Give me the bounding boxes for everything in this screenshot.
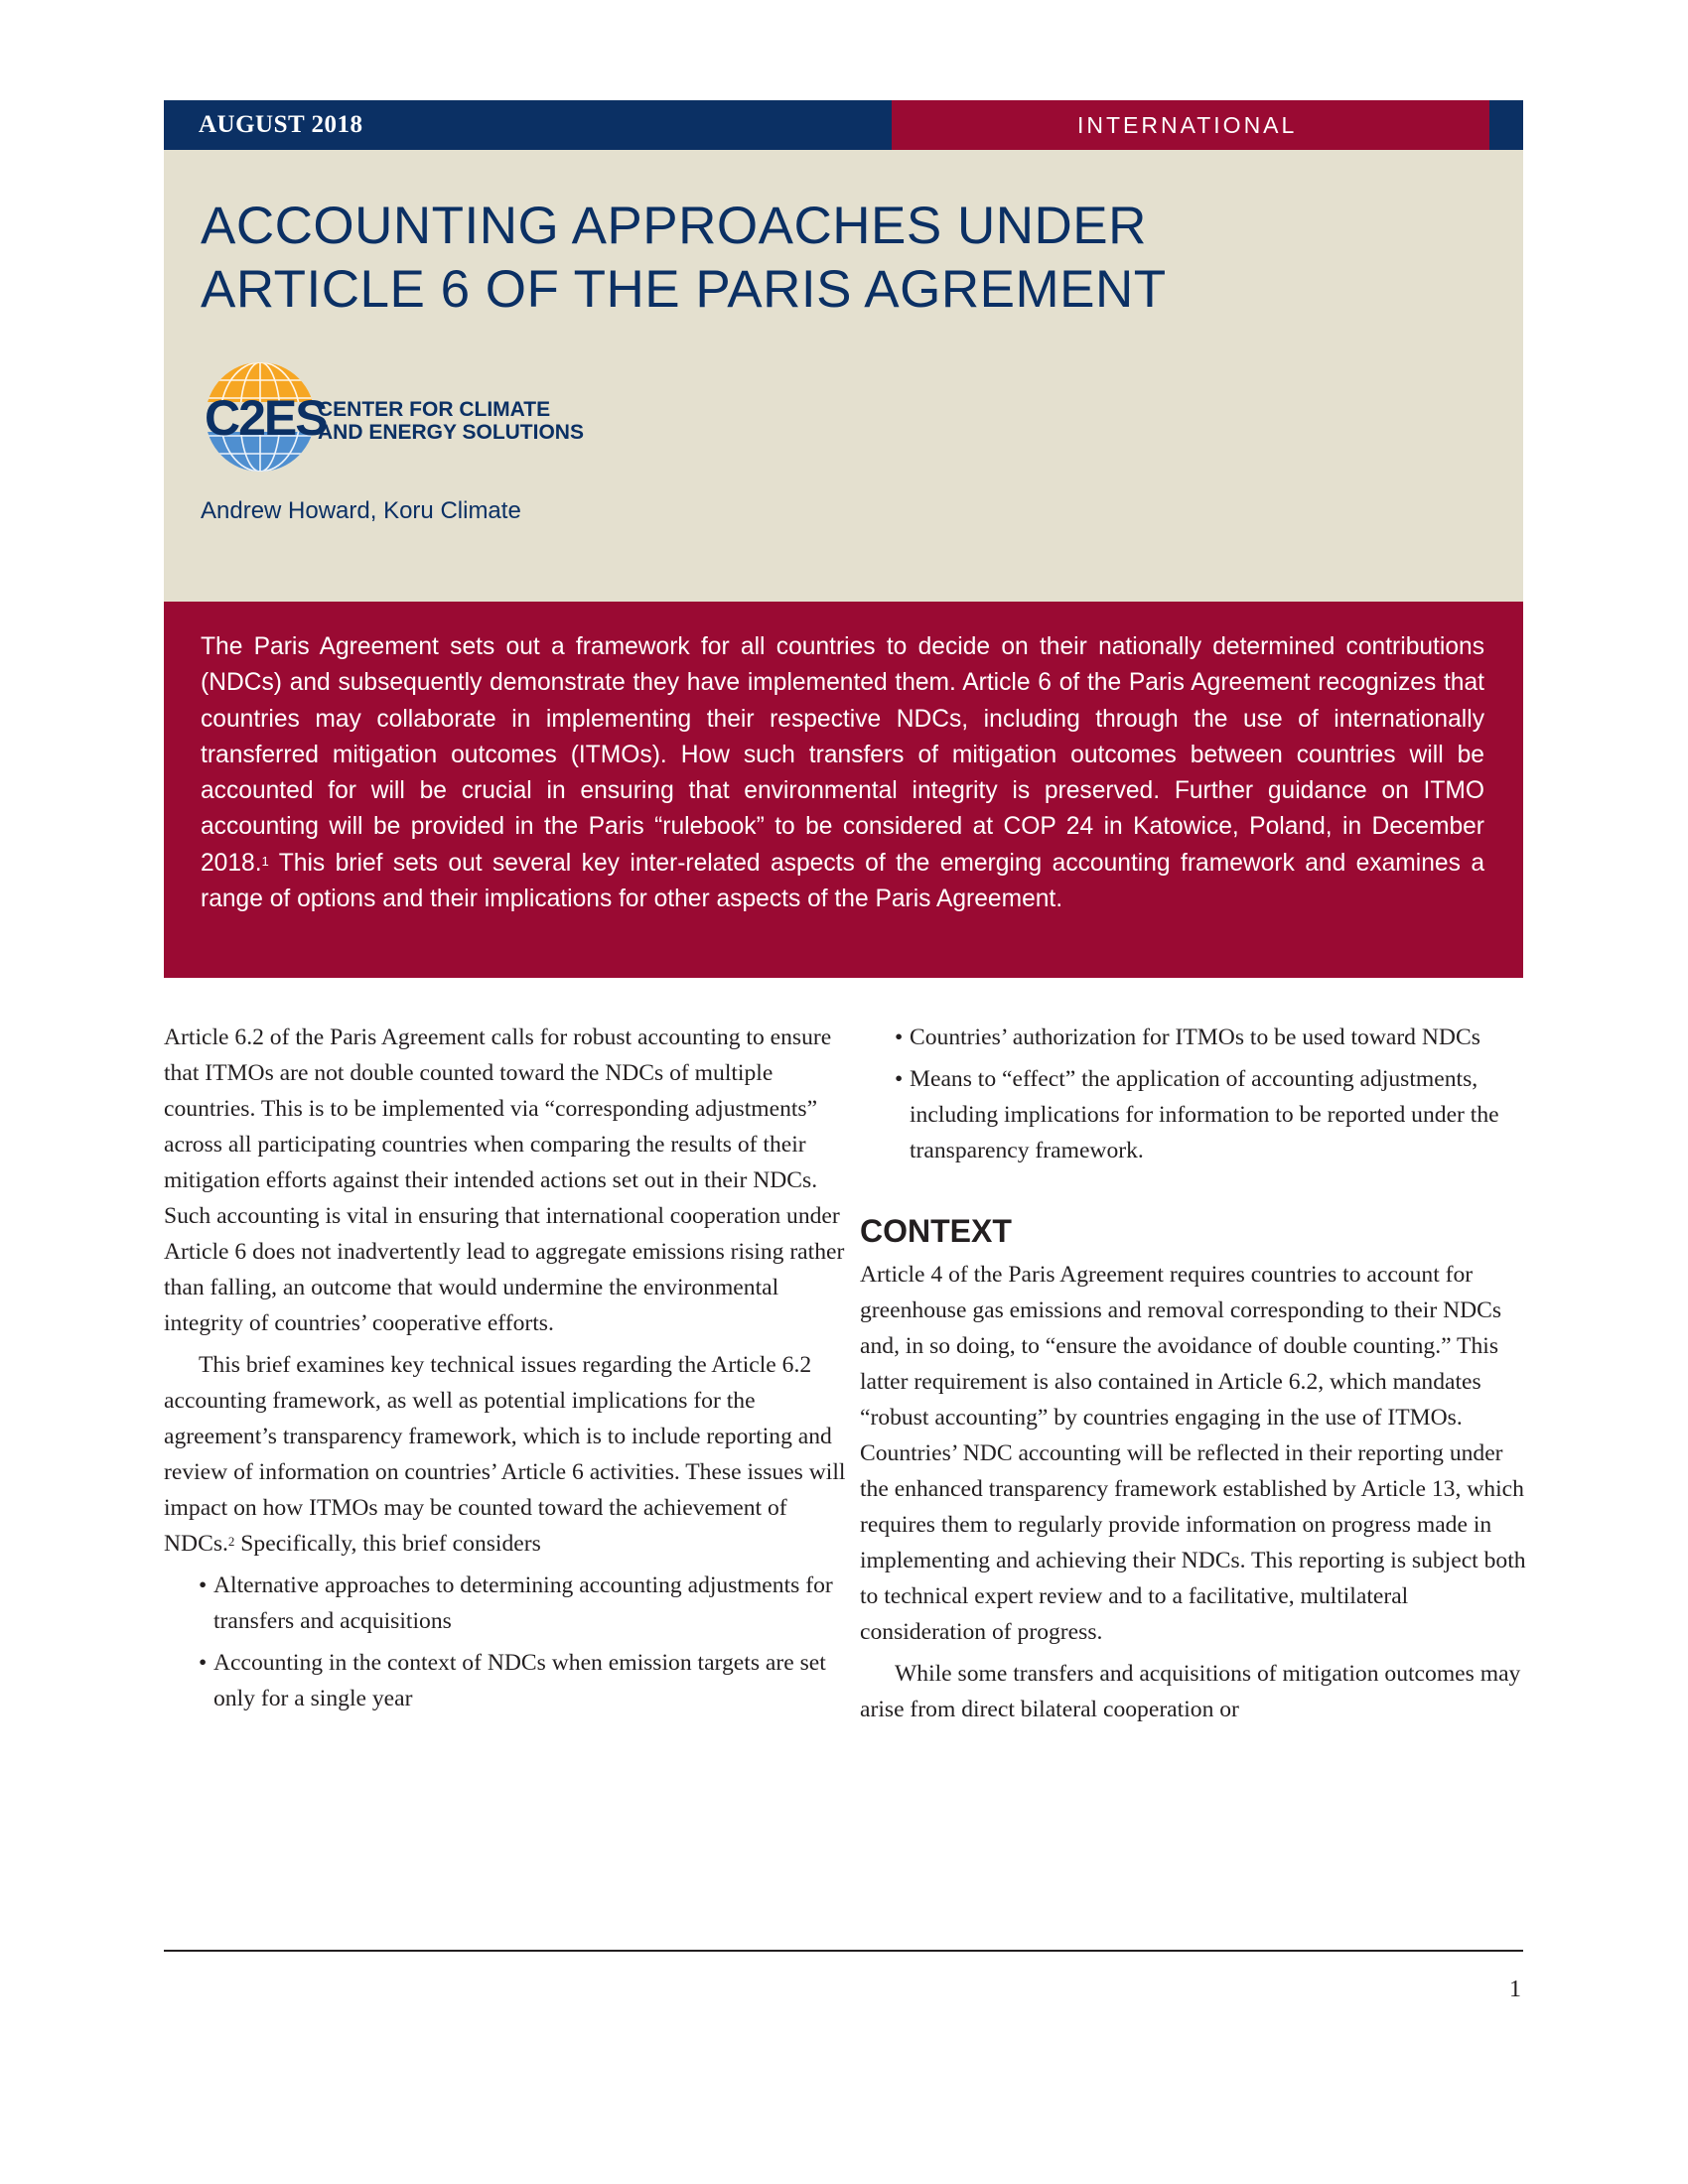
document-title [201,195,1392,322]
list-item: • Means to “effect” the application of accounting adjustments, including implications for information to be reported under the transparency framework. [860,1061,1535,1168]
footnote-ref-1[interactable]: 1 [261,853,269,869]
left-paragraph-2-body: This brief examines key technical issues regarding the Article 6.2 accounting framework, as well as potential implications for the agreement’s transparency framework, which is to include reporting and review of information on countries’ Article 6 activities. These issues will impact on how ITMOs may be counted toward the achievement of NDCs. [164,1352,846,1557]
top-bar [164,100,1523,150]
abstract-panel [164,602,1523,978]
abstract-body-continued: This brief sets out several key inter-related aspects of the emerging accounting framework and examines a range of options and their implications for other aspects of the Paris Agreement. [201,849,1484,913]
category-label: INTERNATIONAL [892,100,1489,150]
footer-rule [164,1950,1523,1952]
author-line: Andrew Howard, Koru Climate [201,497,521,524]
left-bullet-list [164,1568,859,1716]
publication-date: AUGUST 2018 [164,100,892,150]
abstract-text [201,629,1484,917]
left-paragraph-2-end: Specifically, this brief considers [234,1531,541,1557]
c2es-logo [201,360,628,475]
right-bullet-list [860,1020,1535,1168]
right-paragraph-2: While some transfers and acquisitions of mitigation outcomes may arise from direct bilateral cooperation or [860,1661,1521,1722]
top-bar-end-block [1489,100,1523,150]
left-paragraph-2 [164,1347,859,1562]
list-item: • Accounting in the context of NDCs when emission targets are set only for a single year [164,1645,859,1716]
page-number: 1 [1509,1977,1521,2002]
right-paragraph-1: Article 4 of the Paris Agreement requires countries to account for greenhouse gas emissions and removal corresponding to their NDCs and, in so doing, to “ensure the avoidance of double counting.” This latter requirement is also contained in Article 6.2, which mandates “robust accounting” by countries engaging in the use of ITMOs. Countries’ NDC accounting will be reflected in their reporting under the enhanced transparency framework established by Article 13, which requires them to regularly provide information on progress made in implementing and achieving their NDCs. This reporting is subject both to technical expert review and to a facilitative, multilateral consideration of progress. [860,1262,1526,1645]
logo-abbreviation: C2ES [205,390,327,446]
title-line-2: ARTICLE 6 OF THE PARIS AGREMENT [201,260,1167,319]
logo-name-line-2: AND ENERGY SOLUTIONS [318,421,584,444]
section-heading-context: CONTEXT [860,1213,1012,1249]
logo-name-line-1: CENTER FOR CLIMATE [318,398,551,421]
title-line-1: ACCOUNTING APPROACHES UNDER [201,197,1147,255]
list-item: • Countries’ authorization for ITMOs to be used toward NDCs [860,1020,1535,1055]
title-panel [164,150,1523,602]
footnote-ref-2[interactable]: 2 [227,1534,235,1549]
left-column [164,1020,859,1722]
list-item: • Alternative approaches to determining accounting adjustments for transfers and acquisitions [164,1568,859,1639]
logo-organization-name [318,398,584,444]
left-paragraph-1: Article 6.2 of the Paris Agreement calls for robust accounting to ensure that ITMOs are not double counted toward the NDCs of multiple countries. This is to be implemented via “corresponding adjustments” across all participating countries when comparing the results of their mitigation efforts against their intended actions set out in their NDCs. Such accounting is vital in ensuring that international cooperation under Article 6 does not inadvertently lead to aggregate emissions rising rather than falling, an outcome that would undermine the environmental integrity of countries’ cooperative efforts. [164,1024,845,1336]
abstract-body: The Paris Agreement sets out a framework for all countries to decide on their nationally determined contributions (NDCs) and subsequently demonstrate they have implemented them. Article 6 of the Paris Agreement recognizes that countries may collaborate in implementing their respective NDCs, including through the use of internationally transferred mitigation outcomes (ITMOs). How such transfers of mitigation outcomes between countries will be accounted for will be crucial in ensuring that environmental integrity is preserved. Further guidance on ITMO accounting will be provided in the Paris “rulebook” to be considered at COP 24 in Katowice, Poland, in December 2018. [201,633,1484,877]
right-column [860,1020,1535,1727]
